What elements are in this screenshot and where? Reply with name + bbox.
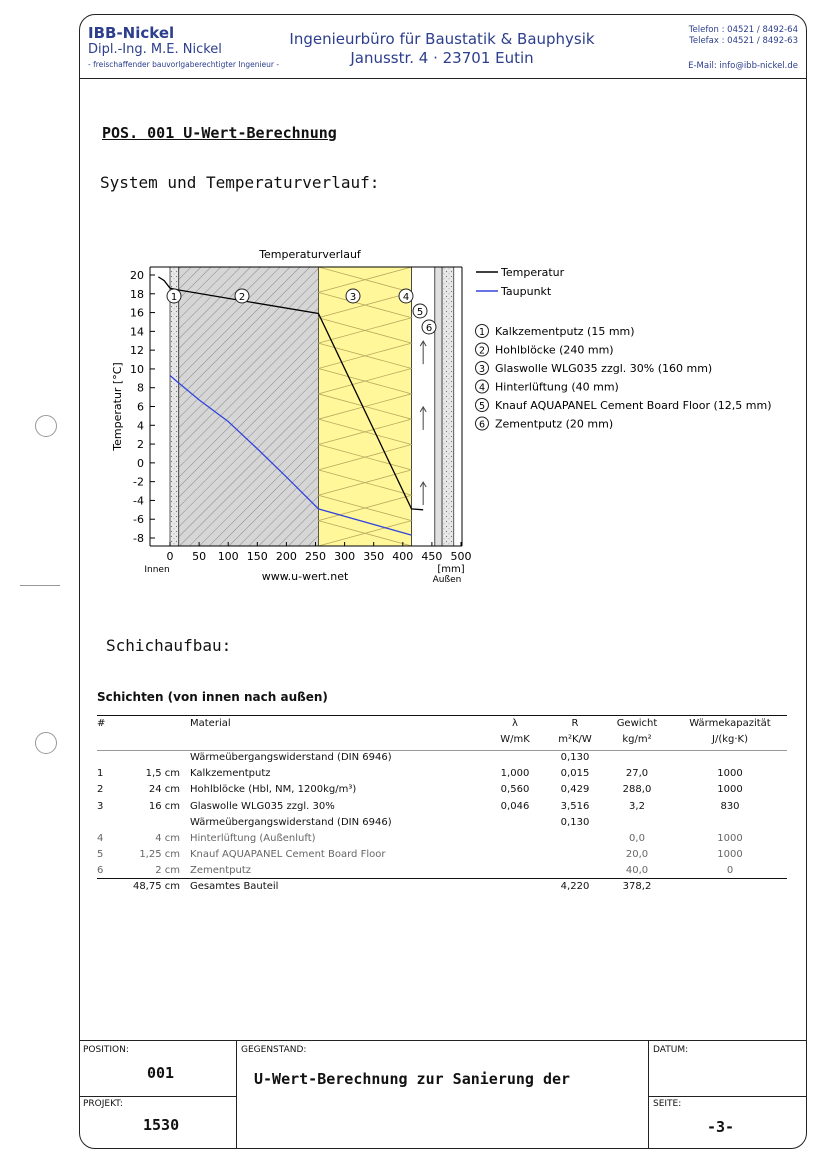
- section-layers: Schichaufbau:: [106, 636, 232, 655]
- row-capacity: 1000: [717, 833, 743, 844]
- header-r-unit: m²K/W: [558, 734, 592, 745]
- y-tick-label: -8: [133, 532, 144, 545]
- row-thickness: 1,25 cm: [139, 849, 180, 861]
- header-lambda-unit: W/mK: [500, 734, 530, 745]
- header-capacity: Wärmekapazität: [689, 718, 771, 729]
- y-tick-label: 16: [130, 306, 144, 320]
- row-lambda: 1,000: [500, 768, 530, 780]
- legend-layer-text-3: Glaswolle WLG035 zzgl. 30% (160 mm): [495, 362, 713, 375]
- punch-hole-bottom: [35, 732, 57, 754]
- layer-marker-label-4: 4: [402, 292, 410, 303]
- row-weight: 288,0: [622, 784, 652, 796]
- row-weight: 27,0: [625, 768, 649, 780]
- x-unit: [mm]: [437, 564, 465, 575]
- row-material: Knauf AQUAPANEL Cement Board Floor: [190, 849, 386, 861]
- row-weight: 40,0: [625, 865, 649, 877]
- x-tick-label: 300: [334, 550, 356, 563]
- layer-marker-label-5: 5: [416, 307, 424, 318]
- table-total-rule: [97, 878, 787, 879]
- row-weight: 0,0: [629, 833, 645, 844]
- row-thickness: 4 cm: [155, 833, 180, 844]
- row-material: Zementputz: [190, 865, 252, 877]
- row-material: Wärmeübergangswiderstand (DIN 6946): [190, 816, 392, 828]
- layer-marker-label-1: 1: [170, 292, 178, 303]
- table-top-rule: [97, 715, 787, 716]
- header-weight: Gewicht: [616, 718, 658, 729]
- row-thickness: 2 cm: [155, 865, 180, 877]
- row-material: Wärmeübergangswiderstand (DIN 6946): [190, 752, 392, 763]
- layer-6: [442, 267, 454, 546]
- layer-5: [435, 267, 442, 546]
- header-lambda: λ: [512, 718, 518, 729]
- office-title-line1: Ingenieurbüro für Baustatik & Bauphysik: [289, 30, 595, 48]
- row-lambda: 0,560: [500, 784, 530, 796]
- contact-block: [689, 25, 798, 47]
- header-r: R: [571, 718, 579, 729]
- legend-layer-text-1: Kalkzementputz (15 mm): [495, 325, 635, 338]
- x-tick-label: 150: [246, 550, 268, 563]
- layer-1: [170, 267, 179, 546]
- subject-label: GEGENSTAND:: [241, 1045, 307, 1055]
- y-tick-label: -4: [133, 494, 144, 508]
- row-r: 3,516: [560, 800, 590, 812]
- y-axis-label: Temperatur [°C]: [111, 362, 124, 451]
- email: E-Mail: info@ibb-nickel.de: [688, 61, 798, 71]
- date-label: DATUM:: [653, 1045, 689, 1055]
- legend-layer-num-2: 2: [478, 345, 486, 357]
- page-value: -3-: [707, 1118, 735, 1136]
- layer-marker-label-3: 3: [349, 292, 357, 303]
- x-tick-label: 500: [450, 550, 472, 563]
- row-capacity: 1000: [717, 768, 743, 780]
- y-tick-label: 8: [137, 381, 144, 395]
- y-tick-label: 10: [130, 362, 144, 376]
- header-material: Material: [190, 718, 231, 729]
- footer-divider-4: [648, 1096, 806, 1097]
- footer-divider-1: [236, 1041, 237, 1149]
- row-num: 6: [97, 865, 104, 877]
- row-r: 0,015: [560, 768, 590, 780]
- row-num: 1: [97, 768, 104, 780]
- legend-label-2: Taupunkt: [501, 285, 552, 298]
- legend-layer-num-3: 3: [478, 364, 486, 375]
- office-title: [282, 30, 602, 68]
- header-divider: [79, 78, 807, 79]
- layer-2: [179, 267, 319, 546]
- layer-marker-label-6: 6: [425, 323, 433, 334]
- row-material: Glaswolle WLG035 zzgl. 30%: [190, 800, 335, 812]
- layer-marker-label-2: 2: [238, 292, 246, 303]
- header-num: #: [97, 718, 106, 729]
- page-label: SEITE:: [653, 1099, 682, 1109]
- total-thickness: 48,75 cm: [132, 881, 180, 892]
- row-num: 4: [97, 833, 104, 844]
- x-tick-label: 50: [192, 550, 207, 563]
- header-weight-unit: kg/m²: [622, 734, 652, 745]
- x-tick-label: 200: [275, 550, 297, 563]
- office-address: Janusstr. 4 · 23701 Eutin: [350, 49, 534, 67]
- row-capacity: 830: [720, 800, 740, 812]
- row-capacity: 1000: [717, 849, 743, 861]
- row-weight: 3,2: [629, 800, 645, 812]
- legend-layer-text-4: Hinterlüftung (40 mm): [495, 380, 619, 394]
- phone: Telefon : 04521 / 8492-64: [688, 25, 798, 35]
- y-tick-label: 20: [130, 269, 144, 282]
- position-label: POSITION:: [83, 1045, 129, 1055]
- row-num: 3: [97, 800, 104, 812]
- row-num: 2: [97, 784, 104, 796]
- row-capacity: 1000: [717, 784, 743, 796]
- engineer-name: Dipl.-Ing. M.E. Nickel: [88, 42, 222, 57]
- x-tick-label: 100: [217, 550, 239, 563]
- row-thickness: 16 cm: [148, 800, 180, 812]
- x-tick-label: 400: [392, 550, 414, 563]
- row-thickness: 24 cm: [148, 784, 180, 796]
- source-label: www.u-wert.net: [261, 570, 349, 583]
- project-value: 1530: [143, 1116, 180, 1134]
- legend-layer-num-6: 6: [478, 419, 486, 431]
- total-weight: 378,2: [622, 881, 652, 892]
- legend-layer-text-5: Knauf AQUAPANEL Cement Board Floor (12,5 mm): [495, 399, 772, 412]
- row-num: 5: [97, 849, 104, 861]
- position-title: POS. 001 U-Wert-Berechnung: [102, 124, 337, 142]
- project-label: PROJEKT:: [83, 1099, 123, 1109]
- table-title: Schichten (von innen nach außen): [97, 690, 328, 704]
- legend-layer-num-1: 1: [478, 327, 486, 338]
- legend-layer-num-4: 4: [478, 382, 486, 394]
- table-header-rule: [97, 750, 787, 751]
- outside-label: Außen: [432, 575, 462, 585]
- y-tick-label: 18: [130, 287, 144, 301]
- y-tick-label: 0: [137, 456, 144, 470]
- footer-divider-2: [648, 1041, 649, 1149]
- subject-value: U-Wert-Berechnung zur Sanierung der: [254, 1070, 571, 1088]
- company-name: IBB-Nickel: [88, 24, 175, 42]
- x-tick-label: 350: [363, 550, 385, 563]
- legend-layer-num-5: 5: [478, 401, 486, 412]
- legend-layer-text-6: Zementputz (20 mm): [495, 417, 614, 431]
- inside-label: Innen: [144, 565, 170, 575]
- row-weight: 20,0: [625, 849, 649, 861]
- y-tick-label: 2: [137, 438, 144, 452]
- legend-layer-text-2: Hohlblöcke (240 mm): [495, 343, 614, 357]
- row-r: 0,429: [560, 784, 590, 796]
- footer-divider-3: [79, 1096, 236, 1097]
- temperature-chart: [0, 240, 826, 620]
- engineer-note: - freischaffender bauvorlgaberechtigter Ingenieur -: [88, 60, 280, 69]
- x-tick-label: 450: [421, 550, 443, 563]
- position-value: 001: [147, 1064, 175, 1082]
- row-r: 0,130: [560, 816, 590, 828]
- row-thickness: 1,5 cm: [145, 768, 180, 780]
- row-r: 0,130: [560, 752, 590, 763]
- chart-title: Temperaturverlauf: [259, 248, 361, 261]
- y-tick-label: -6: [133, 513, 144, 527]
- section-system: System und Temperaturverlauf:: [100, 173, 380, 192]
- row-capacity: 0: [726, 865, 734, 877]
- y-tick-label: -2: [133, 475, 144, 489]
- x-tick-label: 250: [305, 550, 326, 563]
- footer-block: [79, 1040, 807, 1149]
- total-label: Gesamtes Bauteil: [190, 881, 279, 892]
- y-tick-label: 4: [137, 419, 144, 433]
- x-tick-label: 0: [166, 550, 174, 563]
- legend-label-1: Temperatur: [501, 266, 565, 279]
- row-material: Hohlblöcke (Hbl, NM, 1200kg/m³): [190, 784, 357, 796]
- row-material: Hinterlüftung (Außenluft): [190, 833, 316, 844]
- y-tick-label: 12: [130, 344, 144, 358]
- fax: Telefax : 04521 / 8492-63: [689, 36, 798, 46]
- y-tick-label: 6: [137, 400, 144, 414]
- row-lambda: 0,046: [500, 800, 530, 812]
- y-tick-label: 14: [130, 325, 144, 339]
- row-material: Kalkzementputz: [190, 768, 271, 780]
- total-r: 4,220: [560, 881, 590, 892]
- header-capacity-unit: J/(kg·K): [712, 734, 748, 745]
